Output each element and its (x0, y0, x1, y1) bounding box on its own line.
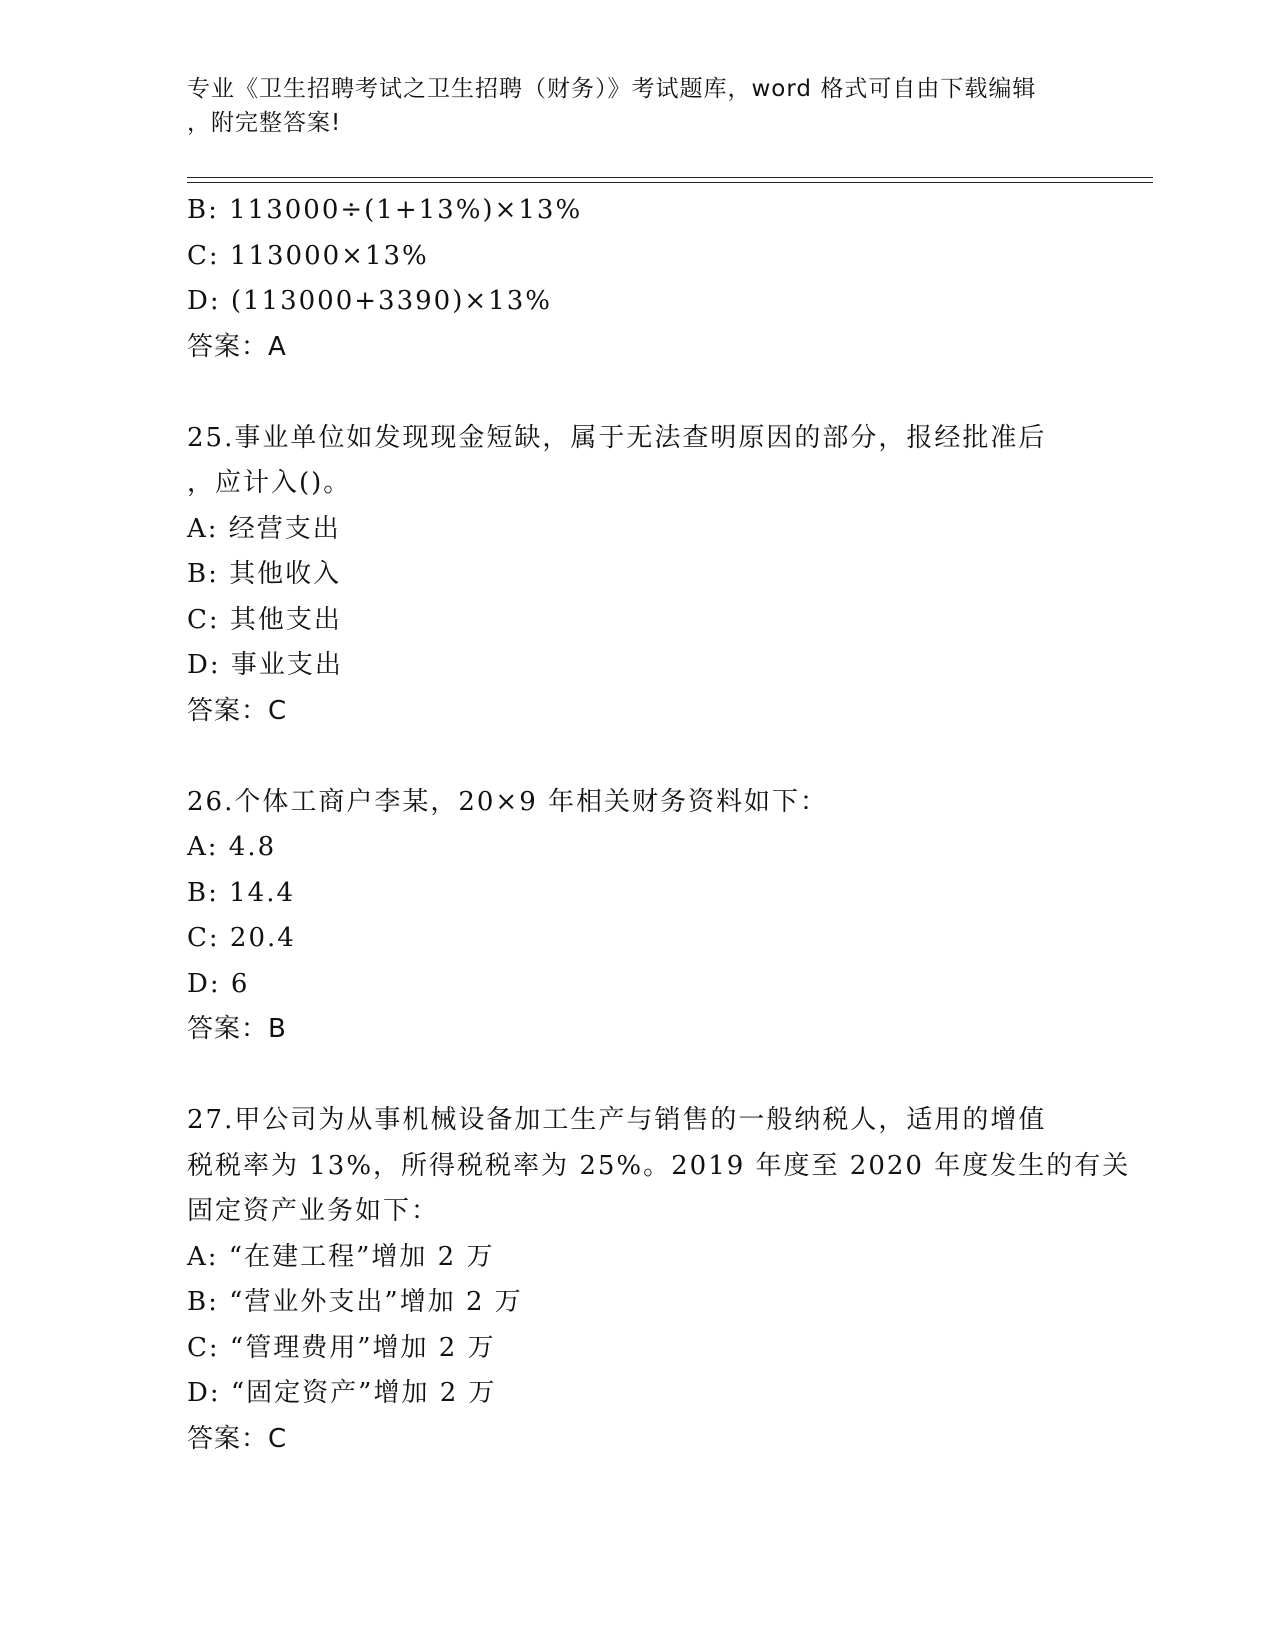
question-content (187, 188, 1131, 1462)
question-stem: 25.事业单位如发现现金短缺，属于无法查明原因的部分，报经批准后 (187, 422, 1047, 453)
header-divider-top (187, 177, 1153, 178)
question-26 (187, 780, 1087, 1053)
option-a: A: 4.8 (187, 832, 277, 862)
question-25 (187, 416, 1087, 735)
question-stem-continued: 固定资产业务如下： (187, 1196, 440, 1226)
option-c: C: “管理费用”增加 2 万 (187, 1332, 496, 1363)
option-b: B: 14.4 (187, 877, 296, 908)
option-b: B: “营业外支出”增加 2 万 (187, 1287, 523, 1317)
spacer (187, 1053, 1087, 1099)
document-header (187, 72, 1067, 140)
option-c: C: 113000×13% (187, 240, 429, 271)
spacer (187, 370, 1087, 416)
answer: 答案：C (187, 1423, 288, 1454)
question-stem-continued: ，应计入()。 (187, 468, 352, 498)
header-line-2: ，附完整答案! (187, 110, 342, 136)
spacer (187, 734, 1087, 780)
option-d: D: (113000+3390)×13% (187, 286, 552, 316)
answer: 答案：C (187, 695, 288, 726)
option-b: B: 113000÷(1+13%)×13% (187, 195, 583, 225)
question-stem: 26.个体工商户李某，20×9 年相关财务资料如下： (187, 786, 829, 817)
option-d: D: 事业支出 (187, 650, 343, 680)
question-stem: 27.甲公司为从事机械设备加工生产与销售的一般纳税人，适用的增值 (187, 1105, 1047, 1135)
option-b: B: 其他收入 (187, 559, 342, 589)
option-c: C: 20.4 (187, 923, 296, 953)
question-stem-continued: 税税率为 13%，所得税税率为 25%。2019 年度至 2020 年度发生的有关 (187, 1150, 1131, 1181)
header-divider-bottom (187, 182, 1153, 183)
question-24 (187, 188, 1087, 370)
option-d: D: “固定资产”增加 2 万 (187, 1378, 497, 1408)
header-line-1: 专业《卫生招聘考试之卫生招聘（财务）》考试题库，word 格式可自由下载编辑 (187, 76, 1037, 102)
option-a: A: 经营支出 (187, 513, 341, 544)
answer: 答案：B (187, 1014, 287, 1044)
answer: 答案：A (187, 331, 287, 362)
question-27 (187, 1098, 1131, 1462)
option-c: C: 其他支出 (187, 604, 342, 635)
option-a: A: “在建工程”增加 2 万 (187, 1241, 495, 1272)
option-d: D: 6 (187, 968, 250, 999)
